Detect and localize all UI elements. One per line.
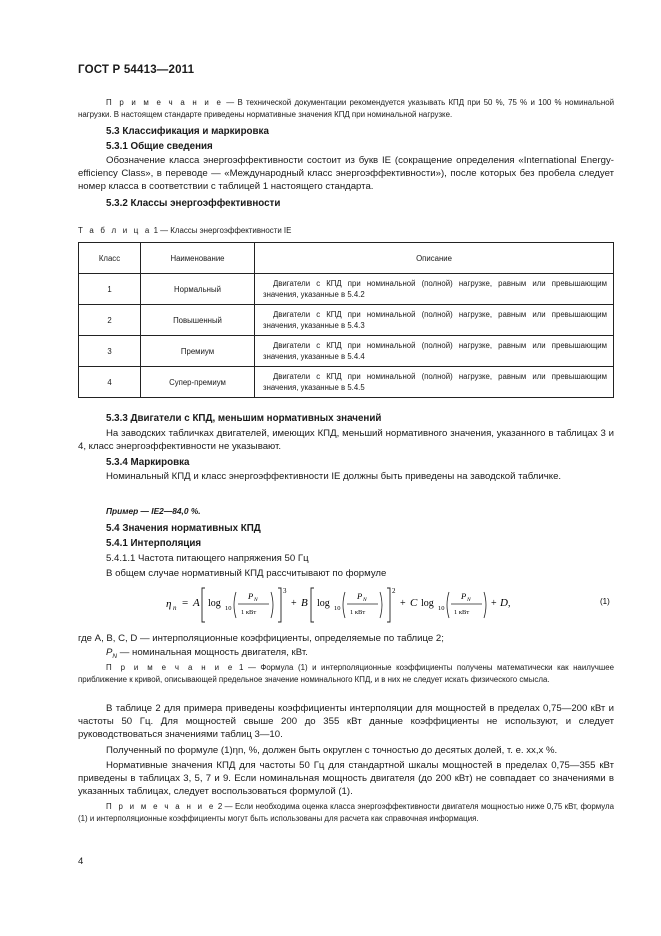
section-5-3-heading: 5.3 Классификация и маркировка xyxy=(106,126,269,137)
note-2 xyxy=(78,801,614,824)
bracket-right-A xyxy=(278,588,281,622)
plus-1: + xyxy=(291,598,297,609)
section-5-3-1-heading: 5.3.1 Общие сведения xyxy=(106,141,213,152)
formula-C: C xyxy=(410,597,418,609)
bracket-left-A xyxy=(202,588,205,622)
formula-1 xyxy=(78,584,614,628)
header-name: Наименование xyxy=(141,243,255,274)
note-2-text: 2 — Если необходима оценка класса энергоэффективности двигателя мощностью ниже 0,75 кВт, формула (1) и интерполяционные коэффициенты могут быть использованы для расчета как справочная информация. xyxy=(78,802,614,823)
note-top xyxy=(78,97,614,120)
table-caption-text: 1 — Классы энергоэффективности IE xyxy=(151,226,292,235)
section-5-4-1-heading: 5.4.1 Интерполяция xyxy=(106,538,202,549)
cell-class: 1 xyxy=(79,274,141,305)
para-normative: Нормативные значения КПД для частоты 50 Гц для стандартной шкалы мощностей в пределах 0,75—355 кВт приведены в таблицах 3, 5, 7 и 9. Если номинальная мощность двигателя (до 200 кВт) не совпадает со значениями в указанных таблицах, следует воспользоваться формулой (1). xyxy=(78,760,614,797)
formula-number: (1) xyxy=(600,597,610,606)
log-base-B: 10 xyxy=(334,605,341,612)
formula-B: B xyxy=(301,597,308,609)
header-class: Класс xyxy=(79,243,141,274)
frac-num-A: P xyxy=(248,591,254,601)
energy-class-table xyxy=(78,242,614,398)
section-5-3-3-heading: 5.3.3 Двигатели с КПД, меньшим нормативных значений xyxy=(106,413,382,424)
where-var-sub: N xyxy=(112,652,118,660)
section-5-3-4-heading: 5.3.4 Маркировка xyxy=(106,457,190,468)
note-top-text: — В технической документации рекомендуется указывать КПД при 50 %, 75 % и 100 % номинальной нагрузки. В настоящем стандарте приведены нормативные значения КПД при номинальной нагрузке. xyxy=(78,98,614,119)
note-1-text: 1 — Формула (1) и интерполяционные коэффициенты получены математически как наилучшее приближение к кривой, описывающей предельное значение номинального КПД, и в них не следует искать физического смысла. xyxy=(78,663,614,684)
exp-3: 3 xyxy=(283,587,287,595)
cell-description: Двигатели с КПД при номинальной (полной) нагрузке, равным или превышающим значения, указанные в 5.4.4 xyxy=(255,336,614,367)
formula-D: D xyxy=(500,597,508,609)
paren-left-C xyxy=(447,592,449,618)
formula-eta: η xyxy=(166,598,172,610)
plus-2: + xyxy=(400,598,406,609)
section-5-3-3-text: На заводских табличках двигателей, имеющих КПД, меньший нормативного значения, указанного в таблицах 3 и 4, класс энергоэффективности не указывают. xyxy=(78,428,614,452)
frac-num-C: P xyxy=(461,591,467,601)
formula-intro: В общем случае нормативный КПД рассчитывают по формуле xyxy=(106,568,387,579)
log-base-A: 10 xyxy=(225,605,232,612)
paren-left-B xyxy=(343,592,345,618)
table-caption xyxy=(78,225,614,237)
paren-left-A xyxy=(234,592,236,618)
formula-eta-sub: n xyxy=(173,604,177,612)
cell-description: Двигатели с КПД при номинальной (полной) нагрузке, равным или превышающим значения, указанные в 5.4.2 xyxy=(255,274,614,305)
section-5-4-heading: 5.4 Значения нормативных КПД xyxy=(106,523,261,534)
frac-num-sub-A: N xyxy=(254,597,258,603)
log-C: log xyxy=(421,598,434,609)
log-base-C: 10 xyxy=(438,605,445,612)
where-line-1: где A, B, C, D — интерполяционные коэффициенты, определяемые по таблице 2; xyxy=(78,633,444,644)
cell-class: 3 xyxy=(79,336,141,367)
cell-class: 4 xyxy=(79,367,141,398)
bracket-right-B xyxy=(387,588,390,622)
bracket-left-B xyxy=(311,588,314,622)
formula-comma: , xyxy=(508,598,511,609)
where-text: — номинальная мощность двигателя, кВт. xyxy=(117,647,308,658)
section-5-3-1-text: Обозначение класса энергоэффективности состоит из букв IE (сокращение определения «International Energy-efficiency Class», в переводе — «Международный класс энергоэффективности»), после которых без пробела следует номер класса в соответствии с таблицей 1 настоящего стандарта. xyxy=(78,155,614,192)
marking-example: Пример — IE2—84,0 %. xyxy=(106,506,201,516)
note-1 xyxy=(78,662,614,685)
document-header: ГОСТ Р 54413—2011 xyxy=(78,64,195,76)
formula-equals: = xyxy=(182,597,189,609)
table-row xyxy=(79,367,614,398)
note-1-label: П р и м е ч а н и е xyxy=(106,663,235,672)
cell-description: Двигатели с КПД при номинальной (полной) нагрузке, равным или превышающим значения, указанные в 5.4.3 xyxy=(255,305,614,336)
paren-right-C xyxy=(484,592,486,618)
frac-den-A: 1 кВт xyxy=(241,609,257,616)
para-table-2: В таблице 2 для примера приведены коэффициенты интерполяции для мощностей в пределах 0,75—200 кВт и частоты 50 Гц. Для мощностей свыше 200 до 355 кВт данные коэффициенты не используют, и следует руководствоваться значениями таблиц 3—10. xyxy=(78,703,614,740)
where-var: P xyxy=(106,647,113,658)
formula-A: A xyxy=(193,597,200,609)
table-row xyxy=(79,336,614,367)
cell-name: Повышенный xyxy=(141,305,255,336)
table-caption-label: Т а б л и ц а xyxy=(78,226,152,235)
paren-right-A xyxy=(271,592,273,618)
cell-name: Супер-премиум xyxy=(141,367,255,398)
frac-den-B: 1 кВт xyxy=(350,609,366,616)
note-top-label: П р и м е ч а н и е xyxy=(106,98,224,107)
section-5-3-2-heading: 5.3.2 Классы энергоэффективности xyxy=(106,198,281,209)
table-row xyxy=(79,274,614,305)
frac-den-C: 1 кВт xyxy=(454,609,470,616)
table-header-row xyxy=(79,243,614,274)
log-A: log xyxy=(208,598,221,609)
section-5-3-4-text: Номинальный КПД и класс энергоэффективности IE должны быть приведены на заводской табличке. xyxy=(106,471,562,482)
cell-name: Нормальный xyxy=(141,274,255,305)
plus-3: + xyxy=(491,598,497,609)
page-number: 4 xyxy=(78,856,84,867)
note-2-label: П р и м е ч а н и е xyxy=(106,802,216,811)
frac-num-sub-B: N xyxy=(363,597,367,603)
exp-2: 2 xyxy=(392,587,396,595)
where-line-2 xyxy=(78,646,642,663)
cell-description: Двигатели с КПД при номинальной (полной) нагрузке, равным или превышающим значения, указанные в 5.4.5 xyxy=(255,367,614,398)
cell-name: Премиум xyxy=(141,336,255,367)
para-rounding: Полученный по формуле (1)ηn, %, должен быть округлен с точностью до десятых долей, т. е. xx,x %. xyxy=(106,745,558,756)
header-description: Описание xyxy=(255,243,614,274)
table-row xyxy=(79,305,614,336)
frac-num-B: P xyxy=(357,591,363,601)
cell-class: 2 xyxy=(79,305,141,336)
section-5-4-1-1-title: 5.4.1.1 Частота питающего напряжения 50 Гц xyxy=(106,553,309,564)
frac-num-sub-C: N xyxy=(467,597,471,603)
log-B: log xyxy=(317,598,330,609)
paren-right-B xyxy=(380,592,382,618)
